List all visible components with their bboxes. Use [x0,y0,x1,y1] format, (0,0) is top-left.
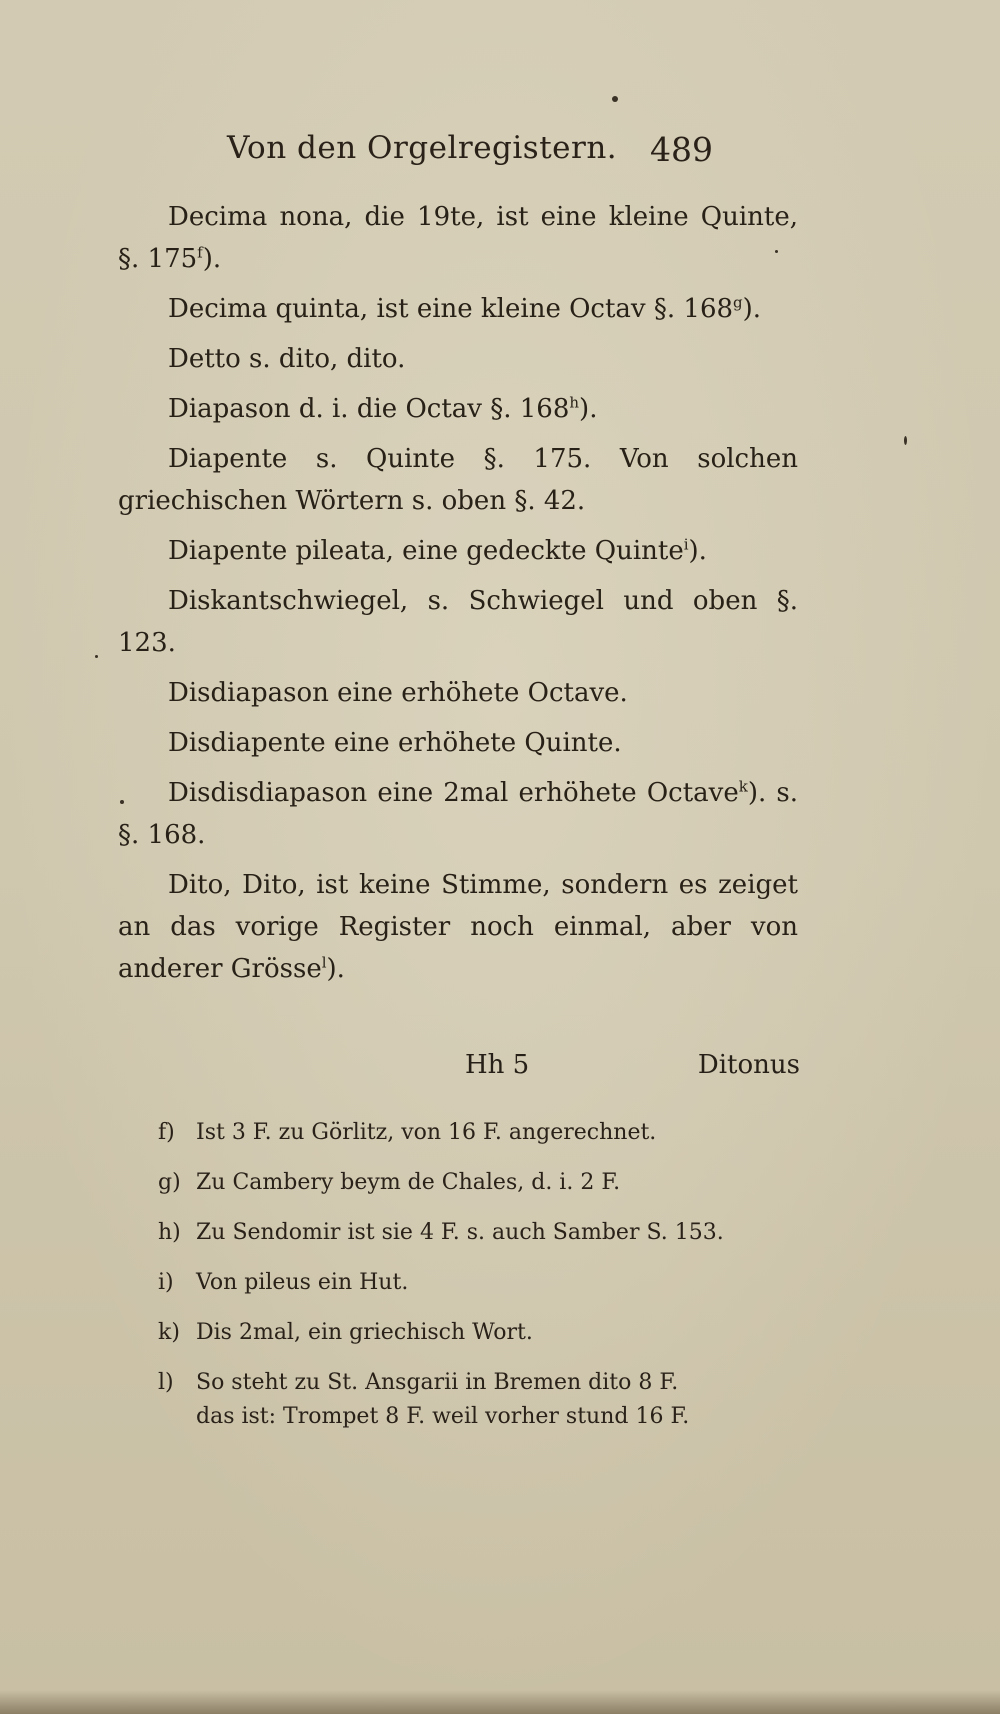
register-entry [118,338,798,380]
footnote-mark: l) [158,1370,174,1395]
footnote-text: Dis 2mal, ein griechisch Wort. [196,1320,533,1345]
entry-tail: ). [688,536,707,566]
catch-line [120,1050,800,1090]
entry-tail: ). [202,244,222,274]
entry-text: Diskantschwiegel, s. Schwiegel und oben §. 123. [118,586,798,658]
register-entry [118,864,798,990]
footnote-mark: i) [158,1270,174,1295]
footnote-reference: h [569,393,580,412]
footnote-reference: f [197,243,203,262]
footnotes [158,1108,798,1434]
page-header [205,126,725,174]
footnote [158,1366,798,1434]
ink-speck [95,655,98,658]
footnote-continuation: das ist: Trompet 8 F. weil vorher stund 16 F. [196,1404,690,1429]
register-entry [118,722,798,764]
footnote [158,1308,798,1358]
register-entry [118,288,798,330]
page-edge-shadow [0,1690,1000,1714]
footnote [158,1108,798,1158]
entry-tail: ). s. §. 168. [118,778,799,850]
entry-text: Disdiapente eine erhöhete Quinte. [168,728,622,758]
entry-text: Dito, Dito, ist keine Stimme, sondern es zeiget an das vorige Register noch einmal, aber von anderer Grösse [118,870,798,984]
footnote [158,1158,798,1208]
footnote-mark: k) [158,1320,180,1345]
register-entry [118,672,798,714]
register-entry [118,580,798,664]
entry-text: Disdiapason eine erhöhete Octave. [168,678,628,708]
footnote-reference: k [738,777,748,796]
register-entry [118,772,798,856]
footnote-reference: i [683,535,689,554]
register-entry [118,388,798,430]
ink-speck [612,96,618,102]
entry-text: Disdisdiapason eine 2mal erhöhete Octave [168,778,739,808]
register-entry [118,530,798,572]
entry-text: Diapason d. i. die Octav §. 168 [168,394,570,424]
footnote [158,1258,798,1308]
footnote-text: Ist 3 F. zu Görlitz, von 16 F. angerechnet. [196,1120,657,1145]
signature-mark: Hh 5 [465,1050,530,1080]
footnote [158,1208,798,1258]
entry-text: Detto s. dito, dito. [168,344,406,374]
footnote-text: So steht zu St. Ansgarii in Bremen dito 8 F. [196,1370,679,1395]
register-entries [118,196,798,998]
entry-tail: ). [742,294,762,324]
entry-tail: ). [579,394,598,424]
entry-text: Diapente pileata, eine gedeckte Quinte [168,536,684,566]
ink-speck [904,436,907,445]
entry-tail: ). [326,954,345,984]
catchword: Ditonus [697,1050,800,1080]
footnote-text: Zu Sendomir ist sie 4 F. s. auch Samber S. 153. [196,1220,724,1245]
footnote-mark: g) [158,1170,181,1195]
running-head: Von den Orgelregistern. [227,130,618,166]
footnote-text: Zu Cambery beym de Chales, d. i. 2 F. [196,1170,621,1195]
entry-text: Decima nona, die 19te, ist eine kleine Quinte, §. 175 [118,202,798,274]
footnote-text: Von pileus ein Hut. [196,1270,409,1295]
register-entry [118,196,798,280]
entry-text: Decima quinta, ist eine kleine Octav §. 168 [168,294,734,324]
entry-text: Diapente s. Quinte §. 175. Von solchen griechischen Wörtern s. oben §. 42. [118,444,798,516]
page-number: 489 [650,130,713,169]
footnote-mark: h) [158,1220,181,1245]
register-entry [118,438,798,522]
footnote-reference: g [733,293,743,312]
footnote-reference: l [321,953,327,972]
footnote-mark: f) [158,1120,175,1145]
